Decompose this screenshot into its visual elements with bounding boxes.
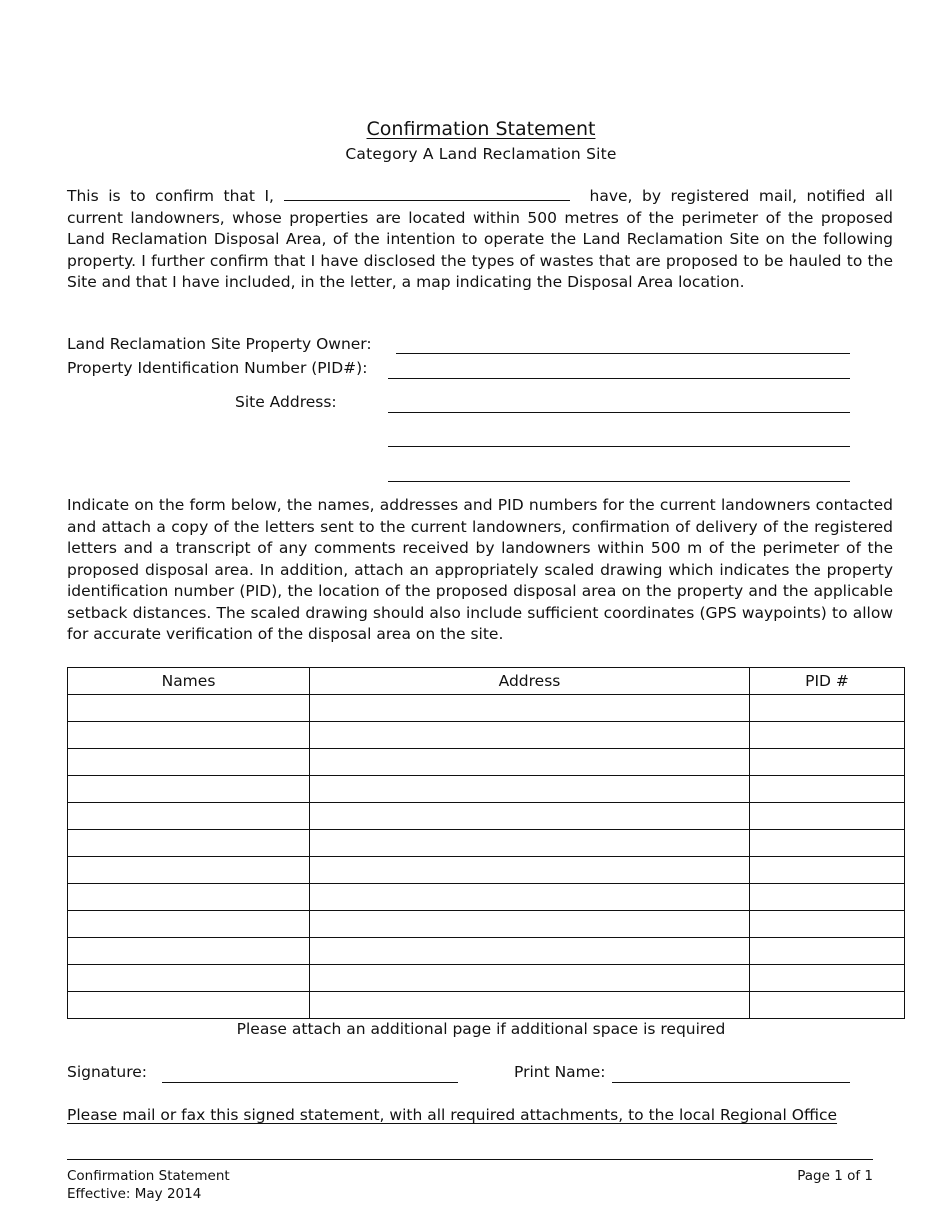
owner-label: Land Reclamation Site Property Owner: xyxy=(67,335,372,353)
pid-cell[interactable] xyxy=(750,776,905,803)
pid-cell[interactable] xyxy=(750,857,905,884)
name-cell[interactable] xyxy=(68,884,310,911)
address-cell[interactable] xyxy=(310,749,750,776)
name-cell[interactable] xyxy=(68,722,310,749)
table-header-row xyxy=(68,668,905,695)
address-cell[interactable] xyxy=(310,911,750,938)
page-title: Confirmation Statement xyxy=(366,118,596,140)
pid-field[interactable] xyxy=(388,378,850,379)
table-row xyxy=(68,776,905,803)
landowner-table xyxy=(67,667,905,1019)
footer-page-number: Page 1 of 1 xyxy=(797,1168,873,1184)
address-cell[interactable] xyxy=(310,884,750,911)
confirmation-paragraph xyxy=(67,186,893,294)
owner-field[interactable] xyxy=(396,353,850,354)
table-row xyxy=(68,965,905,992)
name-cell[interactable] xyxy=(68,857,310,884)
print-name-field[interactable] xyxy=(612,1082,850,1083)
address-cell[interactable] xyxy=(310,803,750,830)
footer-divider xyxy=(67,1159,873,1160)
site-address-line-2[interactable] xyxy=(388,446,850,447)
address-cell[interactable] xyxy=(310,938,750,965)
site-address-label: Site Address: xyxy=(235,393,337,411)
site-address-line-1[interactable] xyxy=(388,412,850,413)
footer-effective-date: Effective: May 2014 xyxy=(67,1186,202,1202)
pid-cell[interactable] xyxy=(750,722,905,749)
name-cell[interactable] xyxy=(68,803,310,830)
table-row xyxy=(68,911,905,938)
instructions-paragraph: Indicate on the form below, the names, addresses and PID numbers for the current landowners contacted and attach a copy of the letters sent to the current landowners, confirmation of delivery of the registered letters and a transcript of any comments received by landowners within 500 m of the perimeter of the proposed disposal area. In addition, attach an appropriately scaled drawing which indicates the property identification number (PID), the location of the proposed disposal area on the property and the applicable setback distances. The scaled drawing should also include sufficient coordinates (GPS waypoints) to allow for accurate verification of the disposal area on the site. xyxy=(67,496,893,643)
table-row xyxy=(68,938,905,965)
mail-instruction: Please mail or fax this signed statement, with all required attachments, to the local Regional Office xyxy=(67,1106,838,1124)
pid-cell[interactable] xyxy=(750,992,905,1019)
name-cell[interactable] xyxy=(68,965,310,992)
pid-label: Property Identification Number (PID#): xyxy=(67,359,368,377)
confirmer-name-field[interactable] xyxy=(284,186,570,201)
pid-cell[interactable] xyxy=(750,938,905,965)
address-cell[interactable] xyxy=(310,776,750,803)
pid-cell[interactable] xyxy=(750,830,905,857)
table-row xyxy=(68,695,905,722)
table-row xyxy=(68,884,905,911)
intro-prefix: This is to confirm that I, xyxy=(67,187,274,205)
footer-doc-name: Confirmation Statement xyxy=(67,1168,230,1184)
pid-cell[interactable] xyxy=(750,911,905,938)
print-name-label: Print Name: xyxy=(514,1063,606,1081)
name-cell[interactable] xyxy=(68,695,310,722)
footer-left xyxy=(67,1167,230,1203)
page-subtitle: Category A Land Reclamation Site xyxy=(345,145,617,163)
table-row xyxy=(68,857,905,884)
name-cell[interactable] xyxy=(68,911,310,938)
intro-body: have, by registered mail, notified all current landowners, whose properties are located within 500 metres of the perimeter of the proposed Land Reclamation Disposal Area, of the intention to operate the Land Reclamation Site on the following property. I further confirm that I have disclosed the types of wastes that are proposed to be hauled to the Site and that I have included, in the letter, a map indicating the Disposal Area location. xyxy=(67,187,893,291)
name-cell[interactable] xyxy=(68,992,310,1019)
name-cell[interactable] xyxy=(68,776,310,803)
pid-cell[interactable] xyxy=(750,749,905,776)
signature-field[interactable] xyxy=(162,1082,458,1083)
address-cell[interactable] xyxy=(310,965,750,992)
header-pid: PID # xyxy=(750,668,905,695)
site-address-line-3[interactable] xyxy=(388,481,850,482)
address-cell[interactable] xyxy=(310,830,750,857)
address-cell[interactable] xyxy=(310,857,750,884)
attach-note: Please attach an additional page if additional space is required xyxy=(236,1020,726,1038)
header-names: Names xyxy=(68,668,310,695)
table-row xyxy=(68,992,905,1019)
pid-cell[interactable] xyxy=(750,695,905,722)
name-cell[interactable] xyxy=(68,938,310,965)
address-cell[interactable] xyxy=(310,722,750,749)
pid-cell[interactable] xyxy=(750,884,905,911)
signature-label: Signature: xyxy=(67,1063,147,1081)
pid-cell[interactable] xyxy=(750,803,905,830)
name-cell[interactable] xyxy=(68,749,310,776)
table-row xyxy=(68,749,905,776)
address-cell[interactable] xyxy=(310,695,750,722)
table-row xyxy=(68,722,905,749)
address-cell[interactable] xyxy=(310,992,750,1019)
table-row xyxy=(68,803,905,830)
header-address: Address xyxy=(310,668,750,695)
name-cell[interactable] xyxy=(68,830,310,857)
table-row xyxy=(68,830,905,857)
pid-cell[interactable] xyxy=(750,965,905,992)
